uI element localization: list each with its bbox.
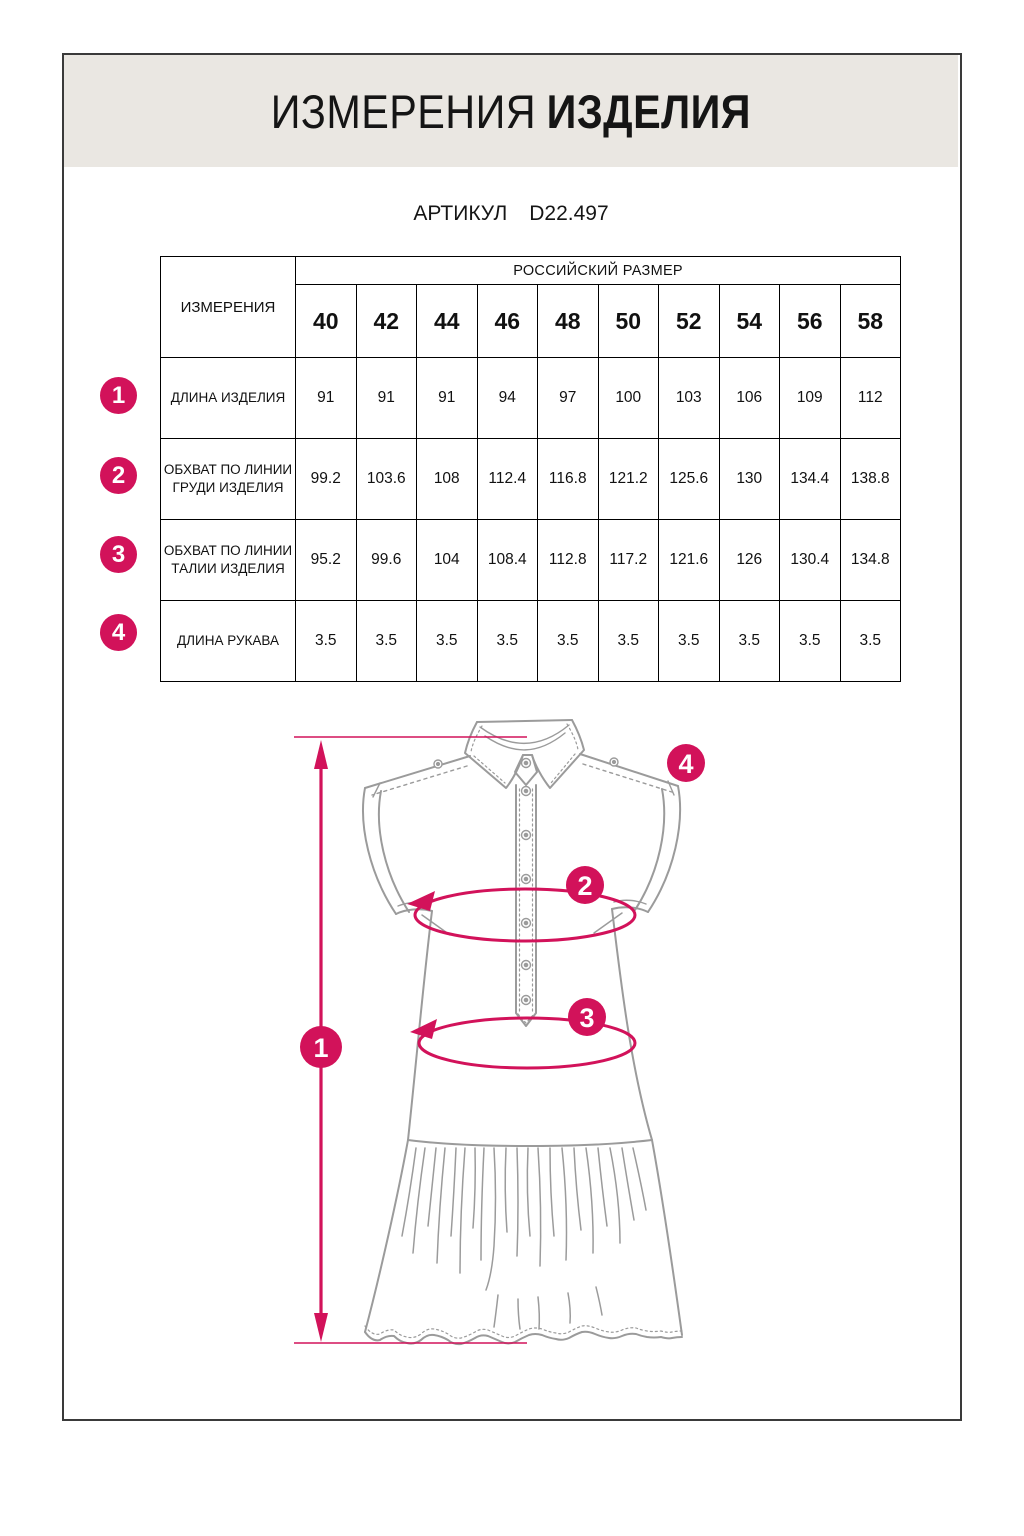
size-cell: 54 (719, 285, 780, 358)
diagram-marker-4-number: 4 (678, 749, 694, 779)
value-cell: 3.5 (538, 601, 599, 682)
article-line (64, 202, 958, 226)
row-label: ДЛИНА РУКАВА (161, 601, 296, 682)
row-marker-3 (100, 536, 137, 573)
size-cell: 44 (417, 285, 478, 358)
row-label: ОБХВАТ ПО ЛИНИИ ТАЛИИ ИЗДЕЛИЯ (161, 520, 296, 601)
value-cell: 99.6 (356, 520, 417, 601)
value-cell: 3.5 (598, 601, 659, 682)
row-marker-2-number: 2 (111, 461, 126, 489)
value-cell: 95.2 (296, 520, 357, 601)
row-marker-1 (100, 377, 137, 414)
size-cell: 42 (356, 285, 417, 358)
row-marker-1-number: 1 (111, 381, 126, 409)
value-cell: 112 (840, 358, 901, 439)
table-row-chest (161, 439, 901, 520)
chest-girth-ellipse (415, 889, 635, 941)
size-cell: 48 (538, 285, 599, 358)
table-row-length (161, 358, 901, 439)
value-cell: 3.5 (840, 601, 901, 682)
diagram-marker-1-number: 1 (313, 1033, 329, 1063)
arrow-up-icon (314, 740, 328, 769)
value-cell: 99.2 (296, 439, 357, 520)
size-cell: 52 (659, 285, 720, 358)
value-cell: 91 (296, 358, 357, 439)
size-cell: 40 (296, 285, 357, 358)
arrow-down-icon (314, 1313, 328, 1342)
value-cell: 134.8 (840, 520, 901, 601)
value-cell: 138.8 (840, 439, 901, 520)
arrow-left-icon (410, 1019, 437, 1039)
size-cell: 46 (477, 285, 538, 358)
table-row-waist (161, 520, 901, 601)
value-cell: 91 (417, 358, 478, 439)
measurements-table (160, 256, 901, 682)
value-cell: 3.5 (477, 601, 538, 682)
value-cell: 104 (417, 520, 478, 601)
value-cell: 3.5 (659, 601, 720, 682)
value-cell: 117.2 (598, 520, 659, 601)
value-cell: 126 (719, 520, 780, 601)
value-cell: 109 (780, 358, 841, 439)
value-cell: 100 (598, 358, 659, 439)
value-cell: 108 (417, 439, 478, 520)
page-title-bold: ИЗДЕЛИЯ (546, 84, 752, 138)
value-cell: 108.4 (477, 520, 538, 601)
measurement-annotations (294, 737, 635, 1343)
value-cell: 3.5 (780, 601, 841, 682)
value-cell: 134.4 (780, 439, 841, 520)
value-cell: 103.6 (356, 439, 417, 520)
row-label: ДЛИНА ИЗДЕЛИЯ (161, 358, 296, 439)
value-cell: 106 (719, 358, 780, 439)
row-marker-4-number: 4 (111, 618, 126, 646)
size-cell: 56 (780, 285, 841, 358)
garment-diagram (270, 695, 740, 1365)
value-cell: 121.2 (598, 439, 659, 520)
size-cell: 50 (598, 285, 659, 358)
row-marker-3-number: 3 (111, 540, 126, 568)
value-cell: 125.6 (659, 439, 720, 520)
value-cell: 97 (538, 358, 599, 439)
value-cell: 3.5 (417, 601, 478, 682)
row-marker-2 (100, 457, 137, 494)
value-cell: 112.8 (538, 520, 599, 601)
measurements-column-header: ИЗМЕРЕНИЯ (161, 257, 296, 358)
article-value: D22.497 (529, 202, 609, 225)
value-cell: 130.4 (780, 520, 841, 601)
row-marker-4 (100, 614, 137, 651)
value-cell: 112.4 (477, 439, 538, 520)
diagram-marker-2-number: 2 (577, 871, 593, 901)
diagram-marker-3-number: 3 (579, 1003, 595, 1033)
value-cell: 130 (719, 439, 780, 520)
arrow-left-icon (407, 891, 435, 911)
value-cell: 3.5 (719, 601, 780, 682)
value-cell: 3.5 (356, 601, 417, 682)
row-label: ОБХВАТ ПО ЛИНИИ ГРУДИ ИЗДЕЛИЯ (161, 439, 296, 520)
value-cell: 103 (659, 358, 720, 439)
size-group-header: РОССИЙСКИЙ РАЗМЕР (296, 257, 901, 285)
value-cell: 116.8 (538, 439, 599, 520)
value-cell: 91 (356, 358, 417, 439)
value-cell: 94 (477, 358, 538, 439)
article-label: АРТИКУЛ (413, 202, 508, 225)
value-cell: 3.5 (296, 601, 357, 682)
value-cell: 121.6 (659, 520, 720, 601)
size-cell: 58 (840, 285, 901, 358)
table-row-sleeve (161, 601, 901, 682)
header-banner (64, 55, 958, 167)
page-title (271, 84, 751, 139)
page-title-regular: ИЗМЕРЕНИЯ (270, 84, 537, 138)
